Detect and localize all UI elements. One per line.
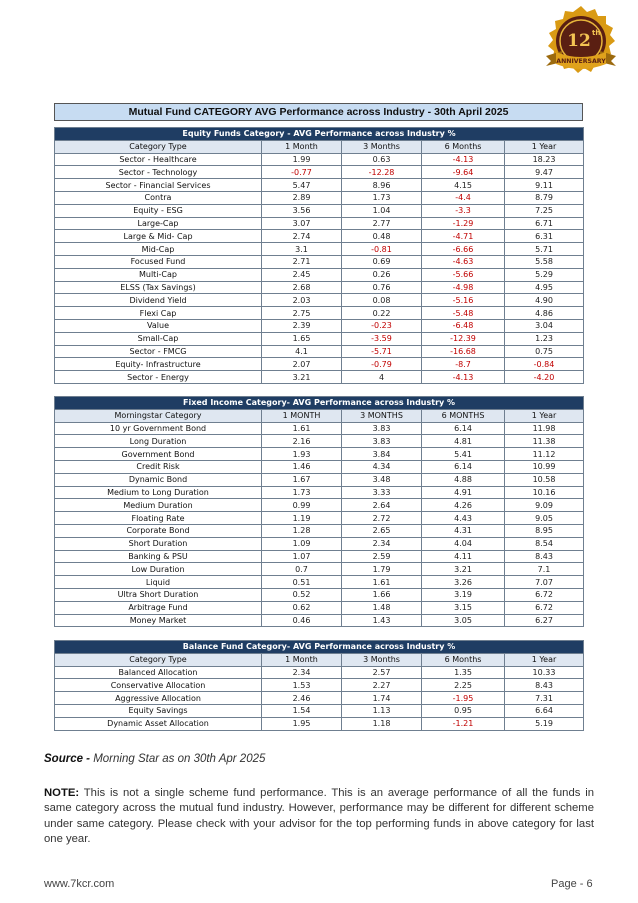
category-name: Liquid (55, 576, 262, 589)
return-value: 4.90 (505, 294, 584, 307)
return-value: -0.81 (342, 243, 422, 256)
return-value: 0.75 (505, 345, 584, 358)
disclaimer-note (44, 786, 594, 847)
return-value: 6.72 (505, 601, 584, 614)
category-name: Dynamic Bond (55, 473, 262, 486)
return-value: 3.04 (505, 319, 584, 332)
return-value: 0.7 (262, 563, 342, 576)
column-header: 1 Month (262, 140, 342, 153)
return-value: 5.41 (422, 448, 505, 461)
category-name: Focused Fund (55, 255, 262, 268)
badge-superscript: th (592, 29, 601, 37)
return-value: 1.19 (262, 512, 342, 525)
return-value: 2.65 (342, 524, 422, 537)
table-row (55, 679, 584, 692)
return-value: 1.93 (262, 448, 342, 461)
return-value: 1.54 (262, 704, 342, 717)
return-value: 2.89 (262, 191, 342, 204)
table-row (55, 614, 584, 627)
return-value: 1.09 (262, 537, 342, 550)
return-value: 9.47 (505, 166, 584, 179)
fixed-income-caption: Fixed Income Category- AVG Performance across Industry % (55, 397, 584, 410)
category-name: Conservative Allocation (55, 679, 262, 692)
table-row (55, 588, 584, 601)
return-value: 4.04 (422, 537, 505, 550)
badge-number: 12 (567, 31, 591, 51)
category-name: Money Market (55, 614, 262, 627)
return-value: 3.83 (342, 435, 422, 448)
footer-website[interactable]: www.7kcr.com (44, 878, 115, 890)
category-name: Multi-Cap (55, 268, 262, 281)
table-row (55, 319, 584, 332)
table-row (55, 563, 584, 576)
return-value: 2.57 (342, 666, 422, 679)
return-value: 0.08 (342, 294, 422, 307)
return-value: 0.95 (422, 704, 505, 717)
footer-page-number: Page - 6 (551, 878, 593, 890)
category-name: Sector - Financial Services (55, 179, 262, 192)
column-header: 6 Months (422, 140, 505, 153)
table-row (55, 512, 584, 525)
table-row (55, 435, 584, 448)
category-name: Long Duration (55, 435, 262, 448)
return-value: 4.88 (422, 473, 505, 486)
return-value: 6.72 (505, 588, 584, 601)
category-name: Aggressive Allocation (55, 692, 262, 705)
balance-fund-table (54, 640, 584, 731)
return-value: 0.76 (342, 281, 422, 294)
table-row (55, 294, 584, 307)
return-value: 1.74 (342, 692, 422, 705)
return-value: 3.26 (422, 576, 505, 589)
category-name: Low Duration (55, 563, 262, 576)
return-value: -5.16 (422, 294, 505, 307)
category-name: Equity - ESG (55, 204, 262, 217)
return-value: 4.15 (422, 179, 505, 192)
return-value: 1.73 (262, 486, 342, 499)
table-row (55, 268, 584, 281)
category-name: Equity Savings (55, 704, 262, 717)
return-value: 1.13 (342, 704, 422, 717)
return-value: 2.27 (342, 679, 422, 692)
return-value: 1.67 (262, 473, 342, 486)
return-value: -5.48 (422, 307, 505, 320)
return-value: 3.83 (342, 422, 422, 435)
return-value: 1.73 (342, 191, 422, 204)
return-value: 9.09 (505, 499, 584, 512)
return-value: 11.12 (505, 448, 584, 461)
return-value: 1.04 (342, 204, 422, 217)
note-text: This is not a single scheme fund performance. This is an average performance of all the funds in same category across the mutual fund industry. However, performance may be different for different scheme under same category. Please check with your advisor for the top performing funds in above category for last one year. (44, 787, 594, 845)
anniversary-badge (542, 4, 620, 82)
source-text: Morning Star as on 30th Apr 2025 (90, 753, 266, 765)
return-value: -4.71 (422, 230, 505, 243)
return-value: -4.13 (422, 153, 505, 166)
return-value: 1.99 (262, 153, 342, 166)
table-row (55, 243, 584, 256)
return-value: 2.03 (262, 294, 342, 307)
return-value: 5.71 (505, 243, 584, 256)
return-value: -6.66 (422, 243, 505, 256)
table-row (55, 704, 584, 717)
category-name: Value (55, 319, 262, 332)
return-value: 0.22 (342, 307, 422, 320)
anniversary-medal-icon (542, 4, 620, 82)
return-value: -1.21 (422, 717, 505, 730)
table-row (55, 537, 584, 550)
return-value: 6.14 (422, 422, 505, 435)
table-row (55, 332, 584, 345)
return-value: 8.96 (342, 179, 422, 192)
return-value: 1.53 (262, 679, 342, 692)
table-row (55, 717, 584, 730)
column-header: 3 MONTHS (342, 409, 422, 422)
table-row (55, 255, 584, 268)
return-value: 4.26 (422, 499, 505, 512)
return-value: 1.43 (342, 614, 422, 627)
return-value: 2.34 (262, 666, 342, 679)
return-value: 1.46 (262, 460, 342, 473)
column-header: 3 Months (342, 140, 422, 153)
table-row (55, 550, 584, 563)
table-row (55, 191, 584, 204)
return-value: 2.77 (342, 217, 422, 230)
return-value: 2.25 (422, 679, 505, 692)
category-name: Dividend Yield (55, 294, 262, 307)
category-name: Flexi Cap (55, 307, 262, 320)
return-value: 3.48 (342, 473, 422, 486)
page-title: Mutual Fund CATEGORY AVG Performance across Industry - 30th April 2025 (54, 103, 583, 121)
note-label: NOTE: (44, 787, 80, 799)
table-row (55, 230, 584, 243)
return-value: 1.95 (262, 717, 342, 730)
table-row (55, 358, 584, 371)
column-header: 1 Year (505, 140, 584, 153)
return-value: 1.23 (505, 332, 584, 345)
column-header: Category Type (55, 653, 262, 666)
table-row (55, 371, 584, 384)
return-value: 3.1 (262, 243, 342, 256)
category-name: Short Duration (55, 537, 262, 550)
return-value: 3.05 (422, 614, 505, 627)
return-value: 10.99 (505, 460, 584, 473)
column-header: 6 MONTHS (422, 409, 505, 422)
return-value: 4.31 (422, 524, 505, 537)
return-value: 1.18 (342, 717, 422, 730)
return-value: 7.25 (505, 204, 584, 217)
return-value: 0.51 (262, 576, 342, 589)
table-row (55, 217, 584, 230)
column-header: 1 Month (262, 653, 342, 666)
table-row (55, 473, 584, 486)
category-name: Arbitrage Fund (55, 601, 262, 614)
category-name: Floating Rate (55, 512, 262, 525)
return-value: 1.48 (342, 601, 422, 614)
return-value: 2.46 (262, 692, 342, 705)
category-name: Balanced Allocation (55, 666, 262, 679)
table-row (55, 486, 584, 499)
table-row (55, 460, 584, 473)
table-row (55, 576, 584, 589)
return-value: 4.1 (262, 345, 342, 358)
return-value: 3.21 (262, 371, 342, 384)
return-value: 3.33 (342, 486, 422, 499)
return-value: -3.3 (422, 204, 505, 217)
category-name: Banking & PSU (55, 550, 262, 563)
return-value: 0.26 (342, 268, 422, 281)
table-row (55, 499, 584, 512)
category-name: Sector - Energy (55, 371, 262, 384)
return-value: -3.59 (342, 332, 422, 345)
return-value: 18.23 (505, 153, 584, 166)
return-value: -0.79 (342, 358, 422, 371)
return-value: 4.91 (422, 486, 505, 499)
return-value: 11.38 (505, 435, 584, 448)
return-value: -6.48 (422, 319, 505, 332)
return-value: 9.11 (505, 179, 584, 192)
return-value: -9.64 (422, 166, 505, 179)
table-row (55, 153, 584, 166)
table-row (55, 692, 584, 705)
return-value: 3.19 (422, 588, 505, 601)
table-row (55, 448, 584, 461)
category-name: Ultra Short Duration (55, 588, 262, 601)
table-row (55, 179, 584, 192)
return-value: 3.15 (422, 601, 505, 614)
return-value: 2.45 (262, 268, 342, 281)
return-value: -0.23 (342, 319, 422, 332)
column-header: 6 Months (422, 653, 505, 666)
category-name: Large-Cap (55, 217, 262, 230)
return-value: -4.4 (422, 191, 505, 204)
return-value: -4.63 (422, 255, 505, 268)
category-name: Credit Risk (55, 460, 262, 473)
return-value: -8.7 (422, 358, 505, 371)
table-row (55, 307, 584, 320)
category-name: Equity- Infrastructure (55, 358, 262, 371)
return-value: 7.1 (505, 563, 584, 576)
return-value: 1.61 (262, 422, 342, 435)
return-value: 2.34 (342, 537, 422, 550)
return-value: 2.75 (262, 307, 342, 320)
return-value: 7.31 (505, 692, 584, 705)
return-value: 0.62 (262, 601, 342, 614)
return-value: 1.28 (262, 524, 342, 537)
return-value: 2.72 (342, 512, 422, 525)
category-name: Large & Mid- Cap (55, 230, 262, 243)
return-value: 1.35 (422, 666, 505, 679)
return-value: 4.11 (422, 550, 505, 563)
return-value: -5.66 (422, 268, 505, 281)
table-row (55, 422, 584, 435)
return-value: 0.48 (342, 230, 422, 243)
return-value: 4.95 (505, 281, 584, 294)
table-row (55, 345, 584, 358)
column-header: 1 Year (505, 409, 584, 422)
return-value: 0.46 (262, 614, 342, 627)
return-value: 1.07 (262, 550, 342, 563)
return-value: 10.33 (505, 666, 584, 679)
table-row (55, 666, 584, 679)
return-value: -4.98 (422, 281, 505, 294)
category-name: Small-Cap (55, 332, 262, 345)
table-row (55, 166, 584, 179)
return-value: -12.39 (422, 332, 505, 345)
return-value: -12.28 (342, 166, 422, 179)
return-value: -0.84 (505, 358, 584, 371)
return-value: 2.16 (262, 435, 342, 448)
return-value: 6.64 (505, 704, 584, 717)
column-header: 3 Months (342, 653, 422, 666)
return-value: 4 (342, 371, 422, 384)
return-value: 1.79 (342, 563, 422, 576)
return-value: 4.43 (422, 512, 505, 525)
category-name: Corporate Bond (55, 524, 262, 537)
return-value: 6.27 (505, 614, 584, 627)
fixed-income-table (54, 396, 584, 627)
return-value: 3.21 (422, 563, 505, 576)
category-name: Medium Duration (55, 499, 262, 512)
return-value: 4.86 (505, 307, 584, 320)
return-value: 8.43 (505, 550, 584, 563)
category-name: ELSS (Tax Savings) (55, 281, 262, 294)
return-value: 2.71 (262, 255, 342, 268)
return-value: -5.71 (342, 345, 422, 358)
source-note (44, 753, 265, 765)
return-value: 2.59 (342, 550, 422, 563)
column-header: Morningstar Category (55, 409, 262, 422)
category-name: Sector - Technology (55, 166, 262, 179)
return-value: 8.43 (505, 679, 584, 692)
category-name: Government Bond (55, 448, 262, 461)
return-value: 0.69 (342, 255, 422, 268)
return-value: -4.20 (505, 371, 584, 384)
return-value: 11.98 (505, 422, 584, 435)
return-value: 10.16 (505, 486, 584, 499)
equity-table (54, 127, 584, 384)
return-value: 2.64 (342, 499, 422, 512)
category-name: Contra (55, 191, 262, 204)
return-value: 2.39 (262, 319, 342, 332)
return-value: 8.54 (505, 537, 584, 550)
return-value: -1.29 (422, 217, 505, 230)
return-value: -16.68 (422, 345, 505, 358)
return-value: -0.77 (262, 166, 342, 179)
category-name: Sector - FMCG (55, 345, 262, 358)
balance-fund-caption: Balance Fund Category- AVG Performance across Industry % (55, 641, 584, 654)
return-value: 10.58 (505, 473, 584, 486)
return-value: 3.56 (262, 204, 342, 217)
return-value: 5.58 (505, 255, 584, 268)
equity-caption: Equity Funds Category - AVG Performance across Industry % (55, 128, 584, 141)
return-value: 2.68 (262, 281, 342, 294)
return-value: 0.52 (262, 588, 342, 601)
return-value: 5.29 (505, 268, 584, 281)
return-value: 1.65 (262, 332, 342, 345)
table-row (55, 601, 584, 614)
return-value: 0.63 (342, 153, 422, 166)
category-name: Mid-Cap (55, 243, 262, 256)
return-value: 8.79 (505, 191, 584, 204)
return-value: 7.07 (505, 576, 584, 589)
category-name: Sector - Healthcare (55, 153, 262, 166)
return-value: 3.84 (342, 448, 422, 461)
badge-label: ANNIVERSARY (556, 58, 606, 65)
return-value: 6.71 (505, 217, 584, 230)
return-value: 6.14 (422, 460, 505, 473)
return-value: 1.61 (342, 576, 422, 589)
table-row (55, 524, 584, 537)
return-value: 3.07 (262, 217, 342, 230)
return-value: 0.99 (262, 499, 342, 512)
return-value: 9.05 (505, 512, 584, 525)
category-name: 10 yr Government Bond (55, 422, 262, 435)
return-value: 8.95 (505, 524, 584, 537)
return-value: 1.66 (342, 588, 422, 601)
return-value: 5.19 (505, 717, 584, 730)
return-value: -4.13 (422, 371, 505, 384)
table-row (55, 281, 584, 294)
return-value: 5.47 (262, 179, 342, 192)
column-header: 1 MONTH (262, 409, 342, 422)
column-header: Category Type (55, 140, 262, 153)
return-value: -1.95 (422, 692, 505, 705)
source-label: Source - (44, 753, 91, 765)
return-value: 2.74 (262, 230, 342, 243)
return-value: 4.34 (342, 460, 422, 473)
return-value: 2.07 (262, 358, 342, 371)
category-name: Medium to Long Duration (55, 486, 262, 499)
category-name: Dynamic Asset Allocation (55, 717, 262, 730)
column-header: 1 Year (505, 653, 584, 666)
table-row (55, 204, 584, 217)
return-value: 6.31 (505, 230, 584, 243)
return-value: 4.81 (422, 435, 505, 448)
